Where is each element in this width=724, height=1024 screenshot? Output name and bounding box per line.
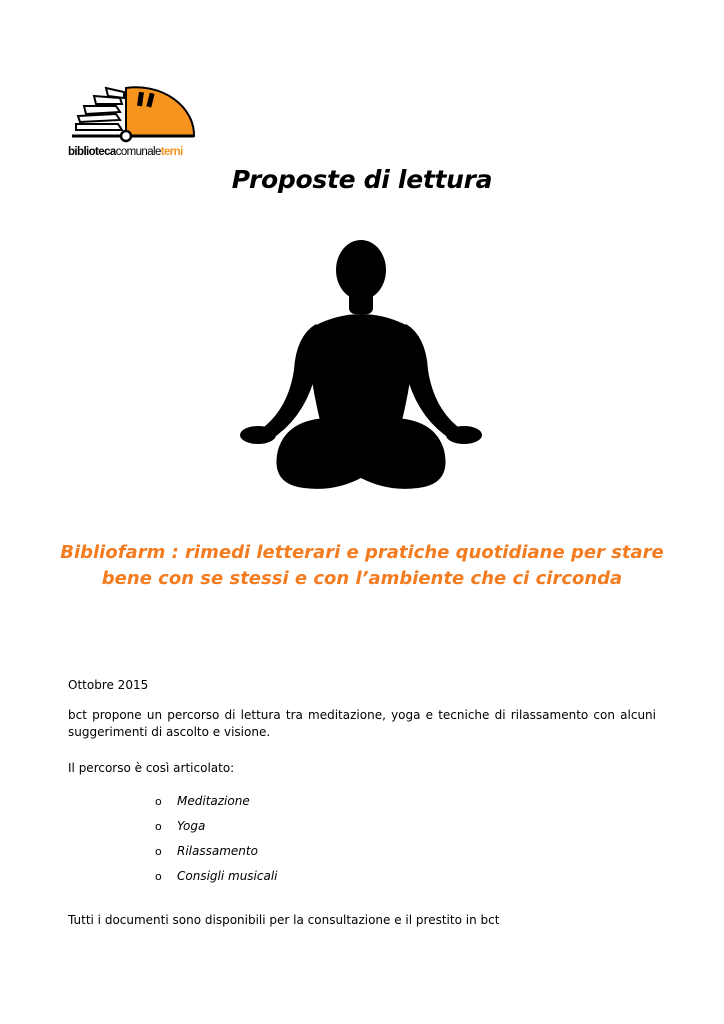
book-fan-logo-icon — [68, 80, 198, 146]
list-item — [155, 843, 278, 868]
section-meditazione: Meditazione — [177, 794, 250, 808]
intro-paragraph: bct propone un percorso di lettura tra meditazione, yoga e tecniche di rilassamento con alcuni suggerimenti di ascolto e visione. — [68, 708, 656, 739]
list-item — [155, 793, 278, 818]
footer-note: Tutti i documenti sono disponibili per la consultazione e il prestito in bct — [68, 913, 500, 927]
section-rilassamento: Rilassamento — [177, 844, 258, 858]
page-title: Proposte di lettura — [231, 165, 493, 194]
list-bullet: o — [155, 820, 162, 833]
library-logo — [68, 80, 208, 160]
list-item — [155, 818, 278, 843]
subtitle: Bibliofarm : rimedi letterari e pratiche quotidiane per stare bene con se stessi e con l’ambiente che ci circonda — [60, 542, 664, 589]
section-yoga: Yoga — [177, 819, 206, 833]
list-item — [155, 868, 278, 893]
section-consigli-musicali: Consigli musicali — [177, 869, 278, 883]
structure-label: Il percorso è così articolato: — [68, 761, 235, 775]
list-bullet: o — [155, 795, 162, 808]
list-bullet: o — [155, 845, 162, 858]
meditation-silhouette-image — [238, 240, 484, 496]
list-bullet: o — [155, 870, 162, 883]
sections-list — [155, 793, 278, 893]
publication-date: Ottobre 2015 — [68, 678, 149, 692]
logo-wordmark: bibliotecacomunaleterni — [68, 146, 183, 158]
